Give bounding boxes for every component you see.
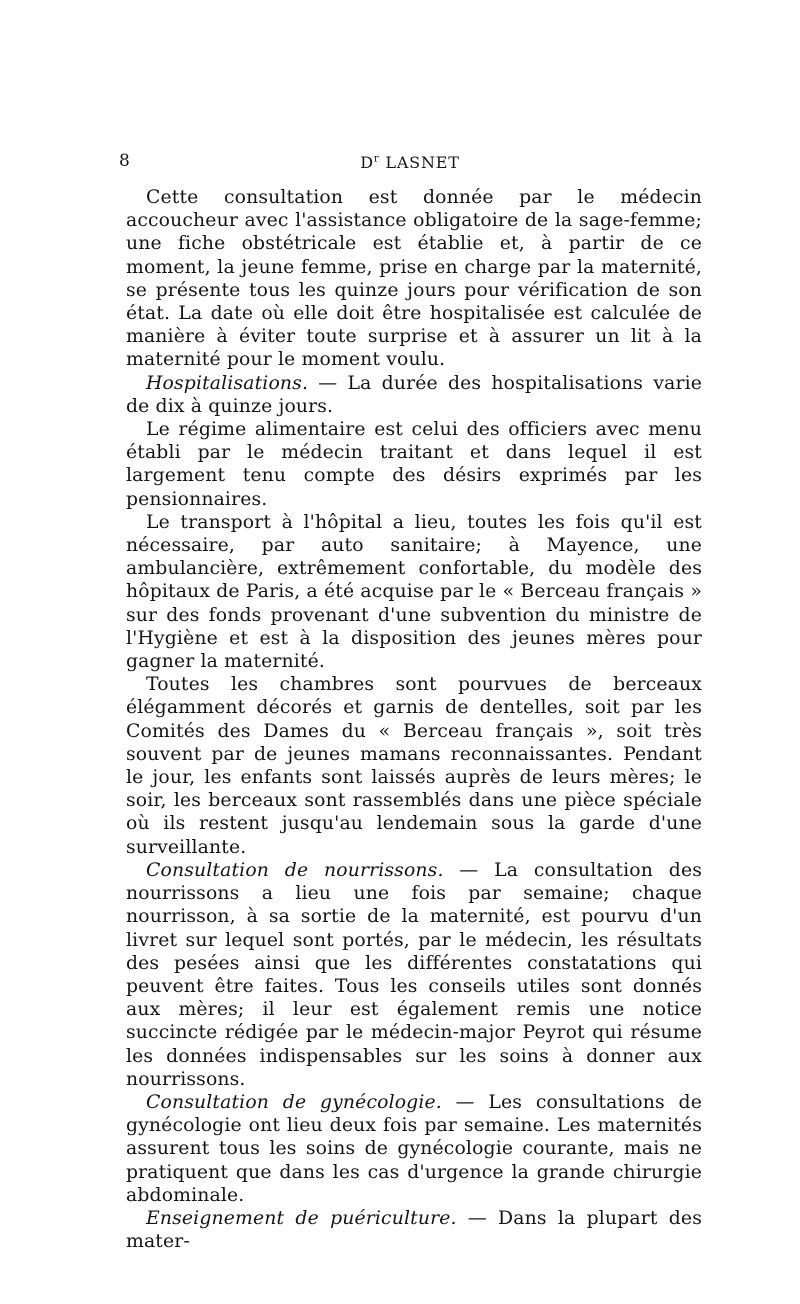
section-heading: Hospitalisations.: [146, 372, 309, 394]
section-heading: Consultation de gynécologie.: [146, 1091, 442, 1113]
author-name: LASNET: [385, 153, 460, 172]
author-prefix: D: [360, 153, 374, 172]
section-heading: Consultation de nourrissons.: [146, 859, 444, 881]
body-text: [126, 186, 702, 1253]
paragraph-nourrissons: [126, 859, 702, 1091]
paragraph-puericulture: [126, 1207, 702, 1253]
paragraph-text: — Les consultations de gynécologie ont lieu deux fois par semaine. Les maternités assurent tous les soins de gynécologie courante, mais ne pratiquent que dans les cas d'urgence la grande chirurgie abdominale.: [126, 1091, 702, 1206]
paragraph-text: Le transport à l'hôpital a lieu, toutes les fois qu'il est nécessaire, par auto sanitaire; à Mayence, une ambulancière, extrêmement confortable, du modèle des hôpitaux de Paris, a été acquise par le « Berceau français » sur des fonds provenant d'une subvention du ministre de l'Hygiène et est à la disposition des jeunes mères pour gagner la maternité.: [126, 511, 702, 673]
paragraph-consultation: [126, 186, 702, 372]
paragraph-text: Le régime alimentaire est celui des officiers avec menu établi par le médecin traitant et dans lequel il est largement tenu compte des désirs exprimés par les pensionnaires.: [126, 419, 702, 510]
paragraph-hospitalisations: [126, 372, 702, 418]
paragraph-text: — La durée des hospitalisations varie de dix à quinze jours.: [126, 372, 702, 417]
author-title-superscript: r: [373, 153, 380, 165]
section-heading: Enseignement de puériculture.: [146, 1207, 457, 1229]
paragraph-text: Cette consultation est donnée par le médecin accoucheur avec l'assistance obligatoire de la sage-femme; une fiche obstétricale est établie et, à partir de ce moment, la jeune femme, prise en charge par la maternité, se présente tous les quinze jours pour vérification de son état. La date où elle doit être hospitalisée est calculée de manière à éviter toute surprise et à assurer un lit à la maternité pour le moment voulu.: [126, 187, 702, 371]
paragraph-text: Toutes les chambres sont pourvues de berceaux élégamment décorés et garnis de dentelles, soit par les Comités des Dames du « Berceau français », soit très souvent par de jeunes mamans reconnaissantes. Pendant le jour, les enfants sont laissés auprès de leurs mères; le soir, les berceaux sont rassemblés dans une pièce spéciale où ils restent jusqu'au lendemain sous la garde d'une surveillante.: [126, 674, 702, 858]
paragraph-text: — La consultation des nourrissons a lieu une fois par semaine; chaque nourrisson, à sa sortie de la maternité, est pourvu d'un livret sur lequel sont portés, par le médecin, les résultats des pesées ainsi que les différentes constatations qui peuvent être faites. Tous les conseils utiles sont donnés aux mères; il leur est également remis une notice succincte rédigée par le médecin-major Peyrot qui résume les données indispensables sur les soins à donner aux nourrissons.: [126, 859, 702, 1090]
page-header: [0, 151, 800, 175]
paragraph-chambres: [126, 673, 702, 859]
paragraph-gynecologie: [126, 1091, 702, 1207]
running-head: [0, 153, 800, 172]
paragraph-text: — Dans la plupart des mater-: [126, 1207, 702, 1253]
paragraph-transport: [126, 511, 702, 673]
paragraph-regime: [126, 418, 702, 511]
page-number: 8: [119, 151, 130, 171]
